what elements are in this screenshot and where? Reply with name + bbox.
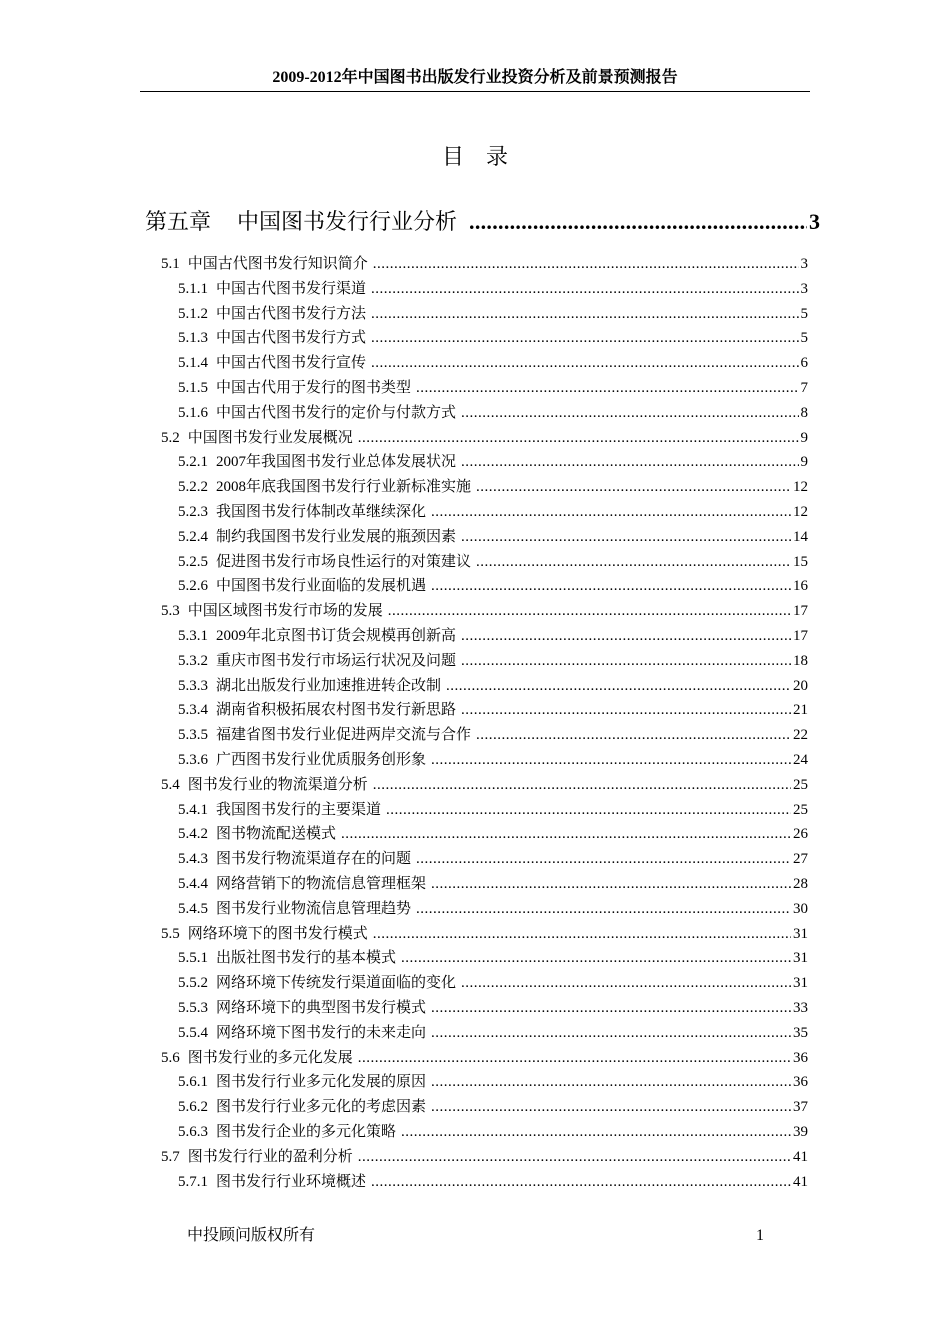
toc-entry-number: 5.5.2 — [178, 975, 208, 992]
toc-entry[interactable] — [178, 998, 808, 1018]
toc-entry-title: 图书发行业的物流渠道分析 — [187, 776, 368, 793]
toc-entry-title: 中国古代图书发行知识简介 — [187, 256, 368, 272]
toc-entry-page: 30 — [793, 900, 808, 917]
toc-entry[interactable] — [161, 924, 808, 944]
leader-dots — [371, 1172, 791, 1192]
toc-entry-number: 5.1.3 — [178, 330, 208, 347]
toc-entry-title: 2008年底我国图书发行行业新标准实施 — [216, 479, 472, 496]
toc-entry-page: 15 — [793, 553, 808, 570]
toc-entry-title: 广西图书发行业优质服务创形象 — [216, 752, 427, 768]
toc-entry[interactable] — [178, 353, 808, 373]
toc-entry[interactable] — [161, 428, 808, 448]
leader-dots — [371, 279, 798, 299]
toc-entry-number: 5.7 — [161, 1148, 180, 1165]
toc-entry[interactable] — [178, 576, 808, 596]
leader-dots — [476, 725, 791, 745]
leader-dots — [431, 502, 791, 522]
leader-dots — [358, 1048, 791, 1068]
toc-entry[interactable] — [178, 948, 808, 968]
toc-entry-number: 5.2.4 — [178, 528, 208, 545]
toc-entry-number: 5.3.6 — [178, 752, 208, 768]
toc-entry-title: 湖南省积极拓展农村图书发行新思路 — [216, 702, 457, 719]
toc-entry-title: 中国古代图书发行宣传 — [216, 355, 367, 372]
toc-entry-page: 17 — [793, 628, 808, 644]
footer-page-number: 1 — [756, 1227, 764, 1244]
toc-entry-number: 5.2.5 — [178, 553, 208, 570]
toc-entry-page: 33 — [793, 1000, 808, 1016]
toc-entry-number: 5.6.2 — [178, 1099, 208, 1116]
toc-entry-title: 重庆市图书发行市场运行状况及问题 — [216, 652, 457, 669]
leader-dots — [416, 378, 798, 398]
leader-dots — [416, 899, 791, 919]
toc-entry-title: 出版社图书发行的基本模式 — [216, 950, 397, 967]
chapter-title: 中国图书发行行业分析 — [237, 209, 458, 234]
toc-entry-page: 26 — [793, 826, 808, 843]
toc-entry-page: 24 — [793, 752, 808, 768]
toc-entry[interactable] — [178, 1172, 808, 1192]
toc-entry-number: 5.2.1 — [178, 454, 208, 471]
toc-entry-page: 14 — [793, 528, 808, 545]
toc-entry-number: 5.3 — [161, 603, 180, 620]
toc-entry-page: 25 — [793, 776, 808, 793]
toc-entry[interactable] — [178, 676, 808, 696]
toc-entry-page: 37 — [793, 1099, 808, 1116]
toc-entry-title: 网络环境下的典型图书发行模式 — [216, 1000, 427, 1016]
toc-entry-page: 36 — [793, 1074, 808, 1091]
toc-entry-page: 12 — [793, 479, 808, 496]
leader-dots — [388, 601, 791, 621]
toc-entry-page: 9 — [800, 454, 808, 471]
leader-dots — [476, 552, 791, 572]
toc-entry-title: 湖北出版发行业加速推进转企改制 — [216, 677, 442, 694]
toc-entry-page: 25 — [793, 801, 808, 818]
toc-entry-page: 21 — [793, 702, 808, 719]
toc-entry-title: 图书发行行业的盈利分析 — [187, 1148, 353, 1165]
toc-entry-number: 5.3.1 — [178, 628, 208, 644]
toc-entry-title: 中国古代用于发行的图书类型 — [216, 380, 412, 396]
toc-entry-number: 5.2.6 — [178, 578, 208, 595]
leader-dots — [373, 924, 791, 944]
toc-entry-page: 17 — [793, 603, 808, 620]
toc-entry[interactable] — [178, 279, 808, 299]
toc-entry-number: 5.4.1 — [178, 801, 208, 818]
leader-dots — [431, 750, 791, 770]
toc-entry-number: 5.3.5 — [178, 727, 208, 744]
toc-entry-number: 5.3.3 — [178, 677, 208, 694]
toc-entry-page: 41 — [793, 1148, 808, 1165]
footer-copyright: 中投顾问版权所有 — [187, 1227, 316, 1244]
toc-entry-title: 中国图书发行业发展概况 — [187, 429, 353, 446]
toc-entry[interactable] — [178, 725, 808, 745]
toc-entry[interactable] — [178, 378, 808, 398]
toc-entry-number: 5.4.5 — [178, 900, 208, 917]
toc-entry-page: 39 — [793, 1124, 808, 1140]
toc-entry-page: 18 — [793, 652, 808, 669]
toc-entry[interactable] — [178, 304, 808, 324]
toc-entry[interactable] — [178, 651, 808, 671]
leader-dots — [431, 576, 791, 596]
toc-entry-number: 5.1.5 — [178, 380, 208, 396]
toc-entry-title: 2007年我国图书发行业总体发展状况 — [216, 454, 457, 471]
toc-entry[interactable] — [161, 1048, 808, 1068]
toc-entry-number: 5.7.1 — [178, 1173, 208, 1190]
toc-entry-number: 5.2.2 — [178, 479, 208, 496]
leader-dots — [469, 208, 807, 236]
leader-dots — [401, 948, 791, 968]
toc-entry-title: 图书物流配送模式 — [216, 826, 337, 843]
toc-entry-title: 中国古代图书发行的定价与付款方式 — [216, 404, 457, 421]
toc-entry[interactable] — [178, 626, 808, 646]
toc-entry[interactable] — [178, 1072, 808, 1092]
toc-entry[interactable] — [178, 477, 808, 497]
chapter-page: 3 — [809, 209, 820, 234]
toc-entry-page: 16 — [793, 578, 808, 595]
toc-entry-page: 22 — [793, 727, 808, 744]
toc-entry-page: 12 — [793, 504, 808, 520]
leader-dots — [431, 874, 791, 894]
toc-entry[interactable] — [178, 874, 808, 894]
toc-entry-page: 20 — [793, 677, 808, 694]
leader-dots — [371, 353, 798, 373]
toc-entry-page: 5 — [800, 330, 808, 347]
toc-entry-number: 5.2 — [161, 429, 180, 446]
toc-entry[interactable] — [178, 700, 808, 720]
toc-entry[interactable] — [178, 1122, 808, 1142]
toc-entry[interactable] — [178, 452, 808, 472]
toc-entry-title: 中国古代图书发行方法 — [216, 305, 367, 322]
toc-entry-number: 5.1 — [161, 256, 180, 272]
toc-entry-title: 图书发行行业多元化发展的原因 — [216, 1074, 427, 1091]
toc-entry[interactable] — [178, 750, 808, 770]
leader-dots — [461, 452, 798, 472]
toc-entry-number: 5.4.4 — [178, 876, 208, 892]
leader-dots — [461, 973, 791, 993]
toc-entry-title: 图书发行行业环境概述 — [216, 1173, 367, 1190]
toc-entry-number: 5.4.3 — [178, 851, 208, 868]
toc-entry[interactable] — [178, 824, 808, 844]
toc-entry-page: 31 — [793, 925, 808, 942]
page-header: 2009-2012年中国图书出版发行业投资分析及前景预测报告 — [140, 66, 810, 92]
toc-entry-page: 3 — [800, 256, 808, 272]
toc-entry-title: 网络营销下的物流信息管理框架 — [216, 876, 427, 892]
toc-entry-title: 促进图书发行市场良性运行的对策建议 — [216, 553, 472, 570]
toc-entry-number: 5.5 — [161, 925, 180, 942]
toc-entry[interactable] — [178, 899, 808, 919]
toc-entry-page: 5 — [800, 305, 808, 322]
chapter-number: 第五章 — [145, 209, 212, 234]
toc-entry-title: 网络环境下的图书发行模式 — [187, 925, 368, 942]
toc-entry-number: 5.6.1 — [178, 1074, 208, 1091]
toc-entry-title: 图书发行企业的多元化策略 — [216, 1124, 397, 1140]
toc-entry[interactable] — [161, 601, 808, 621]
leader-dots — [461, 403, 798, 423]
toc-entry[interactable] — [178, 527, 808, 547]
toc-entry-page: 41 — [793, 1173, 808, 1190]
toc-entry-title: 2009年北京图书订货会规模再创新高 — [216, 628, 457, 644]
toc-title: 目录 — [441, 144, 530, 169]
toc-entry-number: 5.6.3 — [178, 1124, 208, 1140]
toc-entry[interactable] — [178, 328, 808, 348]
toc-entry-number: 5.5.3 — [178, 1000, 208, 1016]
toc-entry-title: 中国区域图书发行市场的发展 — [187, 603, 383, 620]
toc-entry-page: 9 — [800, 429, 808, 446]
toc-entry-number: 5.5.1 — [178, 950, 208, 967]
leader-dots — [461, 626, 791, 646]
toc-entry[interactable] — [178, 552, 808, 572]
toc-entry[interactable] — [161, 775, 808, 795]
leader-dots — [358, 428, 799, 448]
leader-dots — [446, 676, 791, 696]
toc-entry-number: 5.5.4 — [178, 1024, 208, 1041]
leader-dots — [386, 800, 791, 820]
leader-dots — [431, 1023, 791, 1043]
toc-entry-page: 28 — [793, 876, 808, 892]
toc-entry-title: 图书发行业的多元化发展 — [187, 1049, 353, 1066]
toc-entry-number: 5.1.6 — [178, 404, 208, 421]
leader-dots — [371, 328, 798, 348]
toc-entry-page: 35 — [793, 1024, 808, 1041]
toc-entry-title: 图书发行行业多元化的考虑因素 — [216, 1099, 427, 1116]
toc-entry[interactable] — [161, 254, 808, 274]
toc-entry-page: 7 — [800, 380, 808, 396]
toc-entry-title: 我国图书发行的主要渠道 — [216, 801, 382, 818]
toc-entry-number: 5.3.4 — [178, 702, 208, 719]
toc-entry-page: 6 — [800, 355, 808, 372]
toc-entry-number: 5.2.3 — [178, 504, 208, 520]
leader-dots — [431, 1072, 791, 1092]
toc-entry-title: 图书发行业物流信息管理趋势 — [216, 900, 412, 917]
toc-entry-page: 31 — [793, 950, 808, 967]
toc-entry-number: 5.4 — [161, 776, 180, 793]
toc-entry-title: 福建省图书发行业促进两岸交流与合作 — [216, 727, 472, 744]
toc-entry-number: 5.1.4 — [178, 355, 208, 372]
leader-dots — [341, 824, 791, 844]
leader-dots — [416, 849, 791, 869]
toc-entry-number: 5.1.1 — [178, 280, 208, 297]
toc-entry-page: 8 — [800, 404, 808, 421]
toc-entry-title: 图书发行物流渠道存在的问题 — [216, 851, 412, 868]
toc-entry-number: 5.1.2 — [178, 305, 208, 322]
leader-dots — [358, 1147, 791, 1167]
toc-entry-page: 36 — [793, 1049, 808, 1066]
leader-dots — [401, 1122, 791, 1142]
toc-entry-title: 我国图书发行体制改革继续深化 — [216, 504, 427, 520]
toc-entry-page: 3 — [800, 280, 808, 297]
leader-dots — [461, 700, 791, 720]
toc-entry-title: 中国图书发行业面临的发展机遇 — [216, 578, 427, 595]
toc-entry-title: 中国古代图书发行方式 — [216, 330, 367, 347]
leader-dots — [373, 254, 799, 274]
leader-dots — [371, 304, 798, 324]
toc-entry[interactable] — [178, 502, 808, 522]
leader-dots — [431, 1097, 791, 1117]
leader-dots — [431, 998, 791, 1018]
toc-entry[interactable] — [178, 973, 808, 993]
toc-entry-number: 5.3.2 — [178, 652, 208, 669]
leader-dots — [461, 527, 791, 547]
toc-entry-number: 5.4.2 — [178, 826, 208, 843]
toc-chapter-entry[interactable] — [145, 208, 820, 236]
toc-entry-number: 5.6 — [161, 1049, 180, 1066]
toc-entry-title: 网络环境下传统发行渠道面临的变化 — [216, 975, 457, 992]
toc-entry-title: 制约我国图书发行业发展的瓶颈因素 — [216, 528, 457, 545]
toc-entry[interactable] — [178, 1097, 808, 1117]
toc-entry-page: 31 — [793, 975, 808, 992]
toc-entry-page: 27 — [793, 851, 808, 868]
leader-dots — [461, 651, 791, 671]
leader-dots — [373, 775, 791, 795]
toc-entry-title: 中国古代图书发行渠道 — [216, 280, 367, 297]
toc-entry[interactable] — [178, 1023, 808, 1043]
toc-entry[interactable] — [178, 800, 808, 820]
leader-dots — [476, 477, 791, 497]
toc-entry[interactable] — [178, 403, 808, 423]
toc-entry-title: 网络环境下图书发行的未来走向 — [216, 1024, 427, 1041]
toc-entry[interactable] — [161, 1147, 808, 1167]
toc-entry[interactable] — [178, 849, 808, 869]
